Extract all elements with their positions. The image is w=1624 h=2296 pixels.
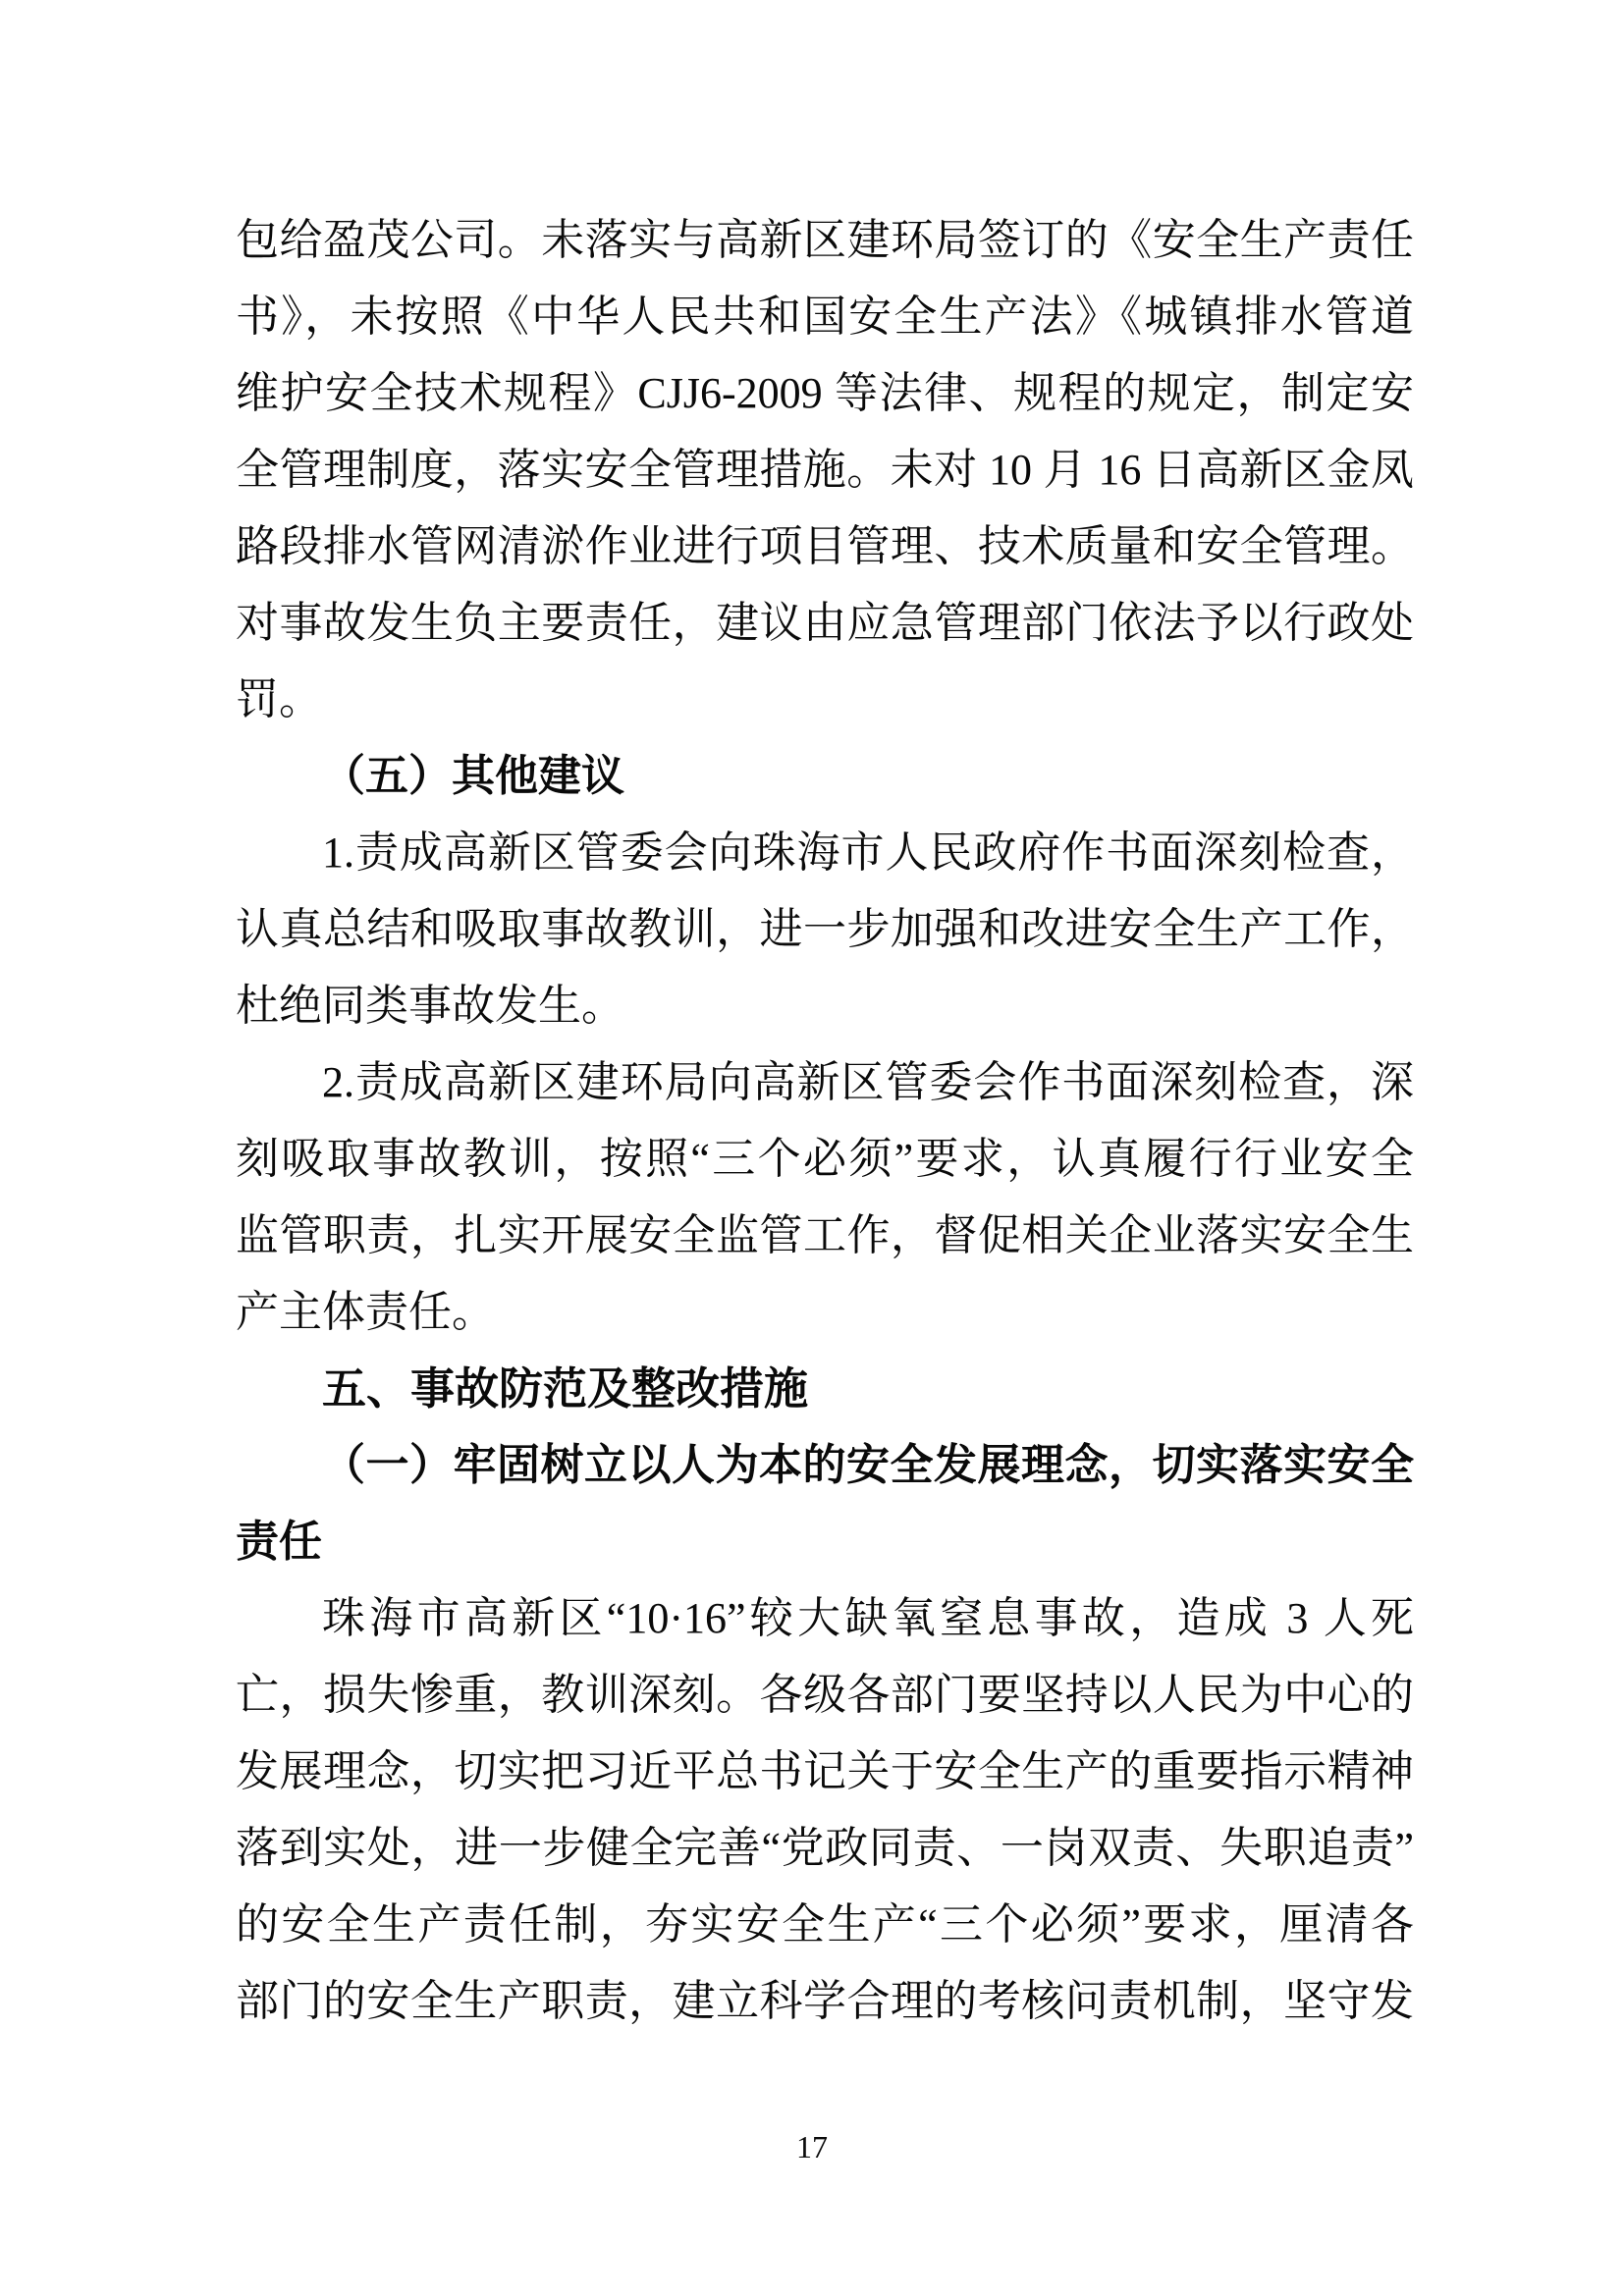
- subsection-heading-other-suggestions: （五）其他建议: [322, 752, 624, 800]
- body-line: 部门的安全生产职责，建立科学合理的考核问责机制，坚守发: [236, 1977, 1414, 2025]
- body-line: 监管职责，扎实开展安全监管工作，督促相关企业落实安全生: [236, 1211, 1414, 1259]
- body-line: 罚。: [236, 675, 322, 723]
- body-line: 珠海市高新区“10·16”较大缺氧窒息事故，造成 3 人死: [322, 1594, 1414, 1642]
- body-line: 认真总结和吸取事故教训，进一步加强和改进安全生产工作，: [236, 905, 1414, 953]
- subsection-heading-safety-concept-cont: 责任: [236, 1518, 322, 1566]
- body-line-numbered-item-1: 1.责成高新区管委会向珠海市人民政府作书面深刻检查，: [322, 828, 1414, 877]
- body-line: 杜绝同类事故发生。: [236, 982, 624, 1030]
- body-line: 的安全生产责任制，夯实安全生产“三个必须”要求，厘清各: [236, 1900, 1414, 1949]
- body-line: 包给盈茂公司。未落实与高新区建环局签订的《安全生产责任: [236, 216, 1414, 264]
- body-line: 维护安全技术规程》CJJ6-2009 等法律、规程的规定，制定安: [236, 369, 1414, 417]
- subsection-heading-safety-concept: （一）牢固树立以人为本的安全发展理念，切实落实安全: [322, 1441, 1414, 1489]
- body-line: 产主体责任。: [236, 1288, 495, 1336]
- body-line: 落到实处，进一步健全完善“党政同责、一岗双责、失职追责”: [236, 1824, 1414, 1872]
- section-heading-prevention-measures: 五、事故防范及整改措施: [322, 1363, 809, 1414]
- body-line: 刻吸取事故教训，按照“三个必须”要求，认真履行行业安全: [236, 1135, 1414, 1183]
- body-line: 亡，损失惨重，教训深刻。各级各部门要坚持以人民为中心的: [236, 1671, 1414, 1719]
- body-line: 发展理念，切实把习近平总书记关于安全生产的重要指示精神: [236, 1747, 1414, 1795]
- body-line: 书》，未按照《中华人民共和国安全生产法》《城镇排水管道: [236, 293, 1414, 341]
- page-number: 17: [796, 2129, 828, 2164]
- body-line: 对事故发生负主要责任，建议由应急管理部门依法予以行政处: [236, 599, 1414, 647]
- document-body: [236, 202, 1414, 2040]
- body-line-numbered-item-2: 2.责成高新区建环局向高新区管委会作书面深刻检查，深: [322, 1058, 1414, 1106]
- body-line: 路段排水管网清淤作业进行项目管理、技术质量和安全管理。: [236, 522, 1414, 570]
- body-line: 全管理制度，落实安全管理措施。未对 10 月 16 日高新区金凤: [236, 446, 1414, 494]
